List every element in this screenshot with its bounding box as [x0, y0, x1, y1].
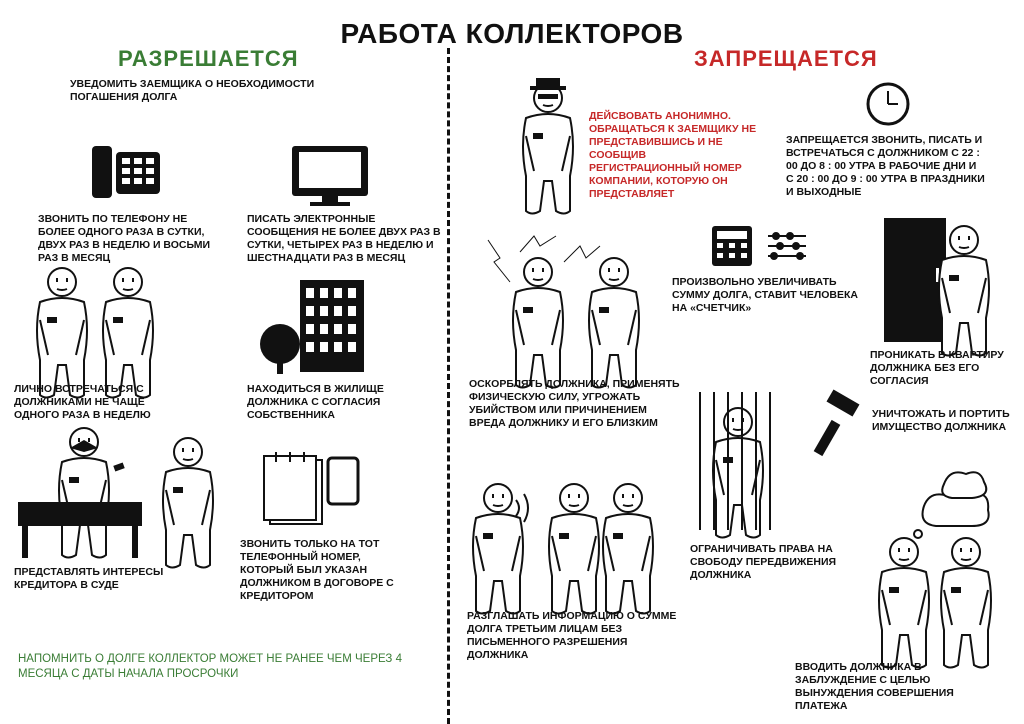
- threat-scene-icon: [488, 236, 639, 388]
- allowed-item-meetings: ЛИЧНО ВСТРЕЧАТЬСЯ С ДОЛЖНИКАМИ НЕ ЧАЩЕ ОДНОГО РАЗА В НЕДЕЛЮ: [14, 383, 151, 421]
- deception-scene-icon: [879, 472, 991, 667]
- notepad-icon: [264, 452, 322, 524]
- forbidden-item-anonymous: ДЕЙСВОВАТЬ АНОНИМНО. ОБРАЩАТЬСЯ К ЗАЕМЩИКУ НЕ ПРЕДСТАВИВШИСЬ И НЕ СООБЩИВ РЕГИСТРАЦИОННЫЙ НОМЕР КОМПАНИИ, КОТОРУЮ ОН ПРЕДСТАВЛЯЕТ: [589, 110, 757, 200]
- tree-icon: [260, 324, 300, 374]
- calculator-icon: [712, 226, 752, 266]
- allowed-item-messages: ПИСАТЬ ЭЛЕКТРОННЫЕ СООБЩЕНИЯ НЕ БОЛЕЕ ДВУХ РАЗ В СУТКИ, ЧЕТЫРЕХ РАЗ В НЕДЕЛЮ И ШЕСТНАДЦАТИ РАЗ В МЕСЯЦ: [247, 213, 441, 264]
- prison-bars-icon: [700, 392, 770, 538]
- meeting-people-icon: [37, 268, 153, 398]
- forbidden-heading: ЗАПРЕЩАЕТСЯ: [694, 46, 878, 71]
- door-icon: [884, 218, 989, 356]
- forbidden-item-debt-increase: ПРОИЗВОЛЬНО УВЕЛИЧИВАТЬ СУММУ ДОЛГА, СТАВИТ ЧЕЛОВЕКА НА «СЧЕТЧИК»: [672, 276, 858, 314]
- monitor-icon: [292, 146, 368, 206]
- page-title: РАБОТА КОЛЛЕКТОРОВ: [340, 18, 684, 49]
- allowed-note: НАПОМНИТЬ О ДОЛГЕ КОЛЛЕКТОР МОЖЕТ НЕ РАНЕЕ ЧЕМ ЧЕРЕЗ 4 МЕСЯЦА С ДАТЫ НАЧАЛА ПРОСРОЧКИ: [18, 653, 402, 680]
- forbidden-item-deception: ВВОДИТЬ ДОЛЖНИКА В ЗАБЛУЖДЕНИЕ С ЦЕЛЬЮ ВЫНУЖДЕНИЯ СОВЕРШЕНИЯ ПЛАТЕЖА: [795, 661, 954, 712]
- allowed-item-notify: УВЕДОМИТЬ ЗАЕМЩИКА О НЕОБХОДИМОСТИ ПОГАШЕНИЯ ДОЛГА: [70, 78, 315, 103]
- smartphone-icon: [328, 458, 358, 504]
- court-desk-icon: [18, 428, 213, 568]
- allowed-item-contract-phone: ЗВОНИТЬ ТОЛЬКО НА ТОТ ТЕЛЕФОННЫЙ НОМЕР, КОТОРЫЙ БЫЛ УКАЗАН ДОЛЖНИКОМ В ДОГОВОРЕ С КРЕДИТОРОМ: [240, 538, 394, 602]
- hammer-icon: [814, 389, 860, 456]
- allowed-heading: РАЗРЕШАЕТСЯ: [118, 46, 299, 71]
- forbidden-item-disclosure: РАЗГЛАШАТЬ ИНФОРМАЦИЮ О СУММЕ ДОЛГА ТРЕТЬИМ ЛИЦАМ БЕЗ ПИСЬМЕННОГО РАЗРЕШЕНИЯ ДОЛЖНИКА: [467, 610, 677, 661]
- forbidden-item-threats: ОСКОРБЛЯТЬ ДОЛЖНИКА, ПРИМЕНЯТЬ ФИЗИЧЕСКУЮ СИЛУ, УГРОЖАТЬ УБИЙСТВОМ ИЛИ ПРИЧИНЕНИЕМ ВРЕДА ДОЛЖНИКУ И ЕГО БЛИЗКИМ: [469, 378, 680, 429]
- clock-icon: [868, 84, 908, 124]
- anonymous-man-icon: [523, 78, 573, 214]
- abacus-icon: [768, 233, 806, 259]
- forbidden-item-entry: ПРОНИКАТЬ В КВАРТИРУ ДОЛЖНИКА БЕЗ ЕГО СОГЛАСИЯ: [870, 349, 1004, 387]
- allowed-item-phone: ЗВОНИТЬ ПО ТЕЛЕФОНУ НЕ БОЛЕЕ ОДНОГО РАЗА В СУТКИ, ДВУХ РАЗ В НЕДЕЛЮ И ВОСЬМИ РАЗ В МЕСЯЦ: [38, 213, 211, 264]
- allowed-item-court: ПРЕДСТАВЛЯТЬ ИНТЕРЕСЫ КРЕДИТОРА В СУДЕ: [14, 566, 164, 591]
- forbidden-item-time: ЗАПРЕЩАЕТСЯ ЗВОНИТЬ, ПИСАТЬ И ВСТРЕЧАТЬСЯ С ДОЛЖНИКОМ С 22 : 00 ДО 8 : 00 УТРА В РАБОЧИЕ ДНИ И С 20 : 00 ДО 9 : 00 УТРА В ПРАЗДНИКИ И ВЫХОДНЫЕ: [786, 134, 985, 198]
- building-icon: [300, 280, 364, 372]
- allowed-item-housing: НАХОДИТЬСЯ В ЖИЛИЩЕ ДОЛЖНИКА С СОГЛАСИЯ СОБСТВЕННИКА: [247, 383, 384, 421]
- desk-phone-icon: [92, 146, 160, 198]
- column-divider: [447, 48, 450, 724]
- forbidden-item-property: УНИЧТОЖАТЬ И ПОРТИТЬ ИМУЩЕСТВО ДОЛЖНИКА: [872, 408, 1010, 433]
- gossip-scene-icon: [473, 484, 653, 614]
- forbidden-item-freedom: ОГРАНИЧИВАТЬ ПРАВА НА СВОБОДУ ПЕРЕДВИЖЕНИЯ ДОЛЖНИКА: [690, 543, 837, 581]
